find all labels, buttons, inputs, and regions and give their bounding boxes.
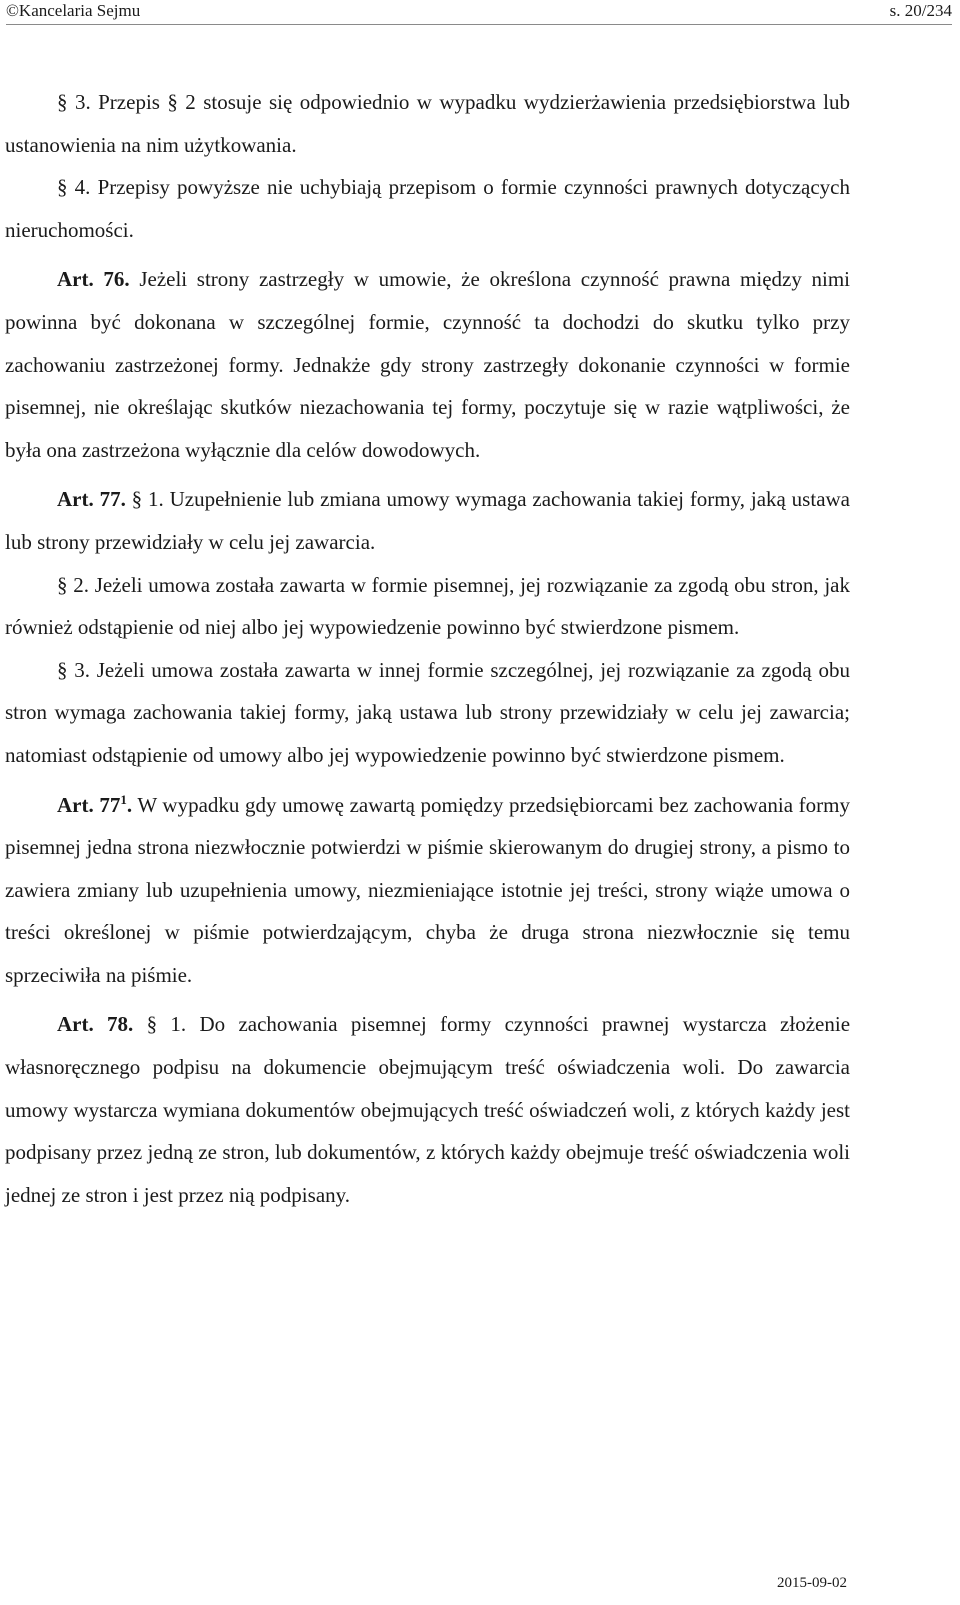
paragraph-text: Jeżeli umowa została zawarta w innej formie szczególnej, jej rozwiązanie za zgodą obu stron wymaga zachowania takiej formy, jaką ustawa lub strony przewidziały w celu jej zawarcia; natomiast odstąpienie od umowy albo jej wypowiedzenie powinno być stwierdzone pismem.	[5, 657, 850, 767]
article-heading	[57, 793, 132, 817]
paragraph-text: Jeżeli umowa została zawarta w formie pisemnej, jej rozwiązanie za zgodą obu stron, jak również odstąpienie od niej albo jej wypowiedzenie powinno być stwierdzone pismem.	[5, 572, 851, 640]
paragraph-text: Jeżeli strony zastrzegły w umowie, że określona czynność prawna między nimi powinna być dokonana w szczególnej formie, czynność ta dochodzi do skutku tylko przy zachowaniu zastrzeżonej formy. Jednakże gdy strony zastrzegły dokonanie czynności w formie pisemnej, nie określając skutków niezachowania tej formy, poczytuje się w razie wątpliwości, że była ona zastrzeżona wyłącznie dla celów dowodowych.	[5, 267, 851, 462]
section-number: 2.	[73, 572, 89, 597]
article-78: Art. 78. § 1. Do zachowania pisemnej formy czynności prawnej wystarcza złożenie własnoręcznego podpisu na dokumencie obejmującym treść oświadczenia woli. Do zawarcia umowy wystarcza wymiana dokumentów obejmujących treść oświadczeń woli, z których każdy jest podpisany przez jedną ze stron, lub dokumentów, z których każdy obejmuje treść oświadczenia woli jednej ze stron i jest przez nią podpisany.	[5, 1012, 851, 1207]
article-heading-dot: .	[126, 792, 133, 817]
section-number: 1.	[148, 487, 164, 512]
footer-date: 2015-09-02	[777, 1575, 847, 1591]
paragraph-75-3: § 3. Przepis § 2 stosuje się odpowiednio w wypadku wydzierżawienia przedsiębiorstwa lub ustanowienia na nim użytkowania.	[5, 90, 851, 157]
article-heading: Art. 78.	[57, 1012, 134, 1037]
document-body	[5, 81, 850, 1216]
article-77: Art. 77. § 1. Uzupełnienie lub zmiana umowy wymaga zachowania takiej formy, jaką ustawa lub strony przewidziały w celu jej zawarcia.	[5, 487, 850, 554]
article-heading: Art. 77.	[57, 487, 126, 512]
section-number: 1.	[170, 1012, 187, 1037]
paragraph-text: Przepis § 2 stosuje się odpowiednio w wypadku wydzierżawienia przedsiębiorstwa lub ustanowienia na nim użytkowania.	[5, 90, 851, 157]
article-76	[5, 258, 850, 471]
paragraph-77-2: § 2. Jeżeli umowa została zawarta w formie pisemnej, jej rozwiązanie za zgodą obu stron, jak również odstąpienie od niej albo jej wypowiedzenie powinno być stwierdzone pismem.	[5, 572, 851, 640]
article-heading: Art. 76.	[57, 267, 130, 292]
copyright-label: ©Kancelaria Sejmu	[6, 1, 141, 20]
paragraph-text: Przepisy powyższe nie uchybiają przepisom o formie czynności prawnych dotyczących nieruchomości.	[5, 175, 850, 242]
paragraph-77-3: § 3. Jeżeli umowa została zawarta w innej formie szczególnej, jej rozwiązanie za zgodą obu stron wymaga zachowania takiej formy, jaką ustawa lub strony przewidziały w celu jej zawarcia; natomiast odstąpienie od umowy albo jej wypowiedzenie powinno być stwierdzone pismem.	[5, 657, 850, 767]
section-number: 4.	[74, 175, 91, 200]
section-number: 3.	[74, 657, 90, 682]
article-77-1	[5, 784, 850, 997]
paragraph-text: Uzupełnienie lub zmiana umowy wymaga zachowania takiej formy, jaką ustawa lub strony przewidziały w celu jej zawarcia.	[5, 487, 850, 554]
section-number: 3.	[74, 90, 91, 114]
page-header	[6, 0, 952, 25]
article-superscript: 1	[120, 791, 127, 807]
page-number: s. 20/234	[889, 1, 952, 20]
paragraph-text: W wypadku gdy umowę zawartą pomiędzy przedsiębiorcami bez zachowania formy pisemnej jedna strona niezwłocznie potwierdzi w piśmie skierowanym do drugiej strony, a pismo to zawiera zmiany lub uzupełnienia umowy, niezmieniające istotnie jej treści, strony wiąże umowa o treści określonej w piśmie potwierdzającym, chyba że druga strona niezwłocznie się temu sprzeciwiła na piśmie.	[5, 792, 850, 987]
paragraph-text: Do zachowania pisemnej formy czynności prawnej wystarcza złożenie własnoręcznego podpisu na dokumencie obejmującym treść oświadczenia woli. Do zawarcia umowy wystarcza wymiana dokumentów obejmujących treść oświadczeń woli, z których każdy jest podpisany przez jedną ze stron, lub dokumentów, z których każdy obejmuje treść oświadczenia woli jednej ze stron i jest przez nią podpisany.	[5, 1012, 851, 1207]
article-heading-main: Art. 77	[57, 792, 121, 817]
paragraph-75-4: § 4. Przepisy powyższe nie uchybiają przepisom o formie czynności prawnych dotyczących nieruchomości.	[5, 175, 850, 242]
